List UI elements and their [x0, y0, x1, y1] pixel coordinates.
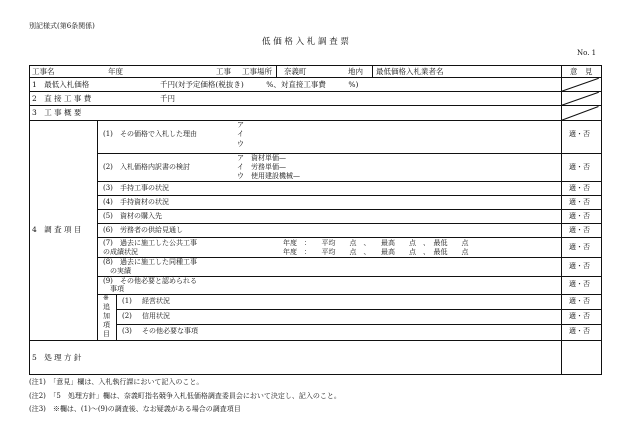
item-text: その他必要と認められる [120, 277, 197, 285]
judgement-mark: 適・否 [569, 312, 590, 320]
item-sub: イ 労務単価— [237, 163, 286, 171]
form-label: 別記様式(第6条関係) [29, 22, 95, 30]
row2-value: 千円 [160, 94, 175, 103]
tag-char: 加 [103, 312, 110, 320]
item-text: その価格で入札した理由 [120, 130, 197, 138]
judgement-mark: 適・否 [569, 184, 590, 192]
tag-char: 目 [103, 330, 110, 338]
row5-label: 5 処 理 方 針 [32, 353, 82, 362]
tag-char: 項 [103, 321, 110, 329]
row3-label: 3 工 事 概 要 [32, 108, 82, 117]
basho-label: 工事場所 [242, 67, 272, 76]
item-no: (2) [122, 312, 132, 320]
judgement-mark: 適・否 [569, 163, 590, 171]
item-no: (7) [103, 239, 113, 247]
chinai-label: 地内 [348, 67, 363, 76]
item-text: その他必要な事項 [142, 327, 198, 335]
judgement-mark: 適・否 [569, 327, 590, 335]
row2-label: 2 直 接 工 事 費 [32, 94, 92, 103]
item-no: (8) [103, 258, 113, 266]
item-sub: イ [237, 130, 244, 138]
item-no: (3) [103, 184, 113, 192]
note-3: (注3) ※欄は、(1)～(9)の調査後、なお疑義がある場合の調査項目 [29, 405, 241, 413]
item-no: (2) [103, 163, 113, 171]
note-2: (注2) 「5 処理方針」欄は、奈義町指名競争入札低価格調査委員会において決定し、記入のこと。 [29, 392, 341, 400]
item-text: の実績 [110, 267, 131, 275]
row1-label: 1 最低入札価格 [32, 80, 90, 89]
item-text: 労務者の供給見通し [120, 226, 183, 234]
judgement-mark: 適・否 [569, 212, 590, 220]
judgement-mark: 適・否 [569, 243, 590, 251]
item-sub: ウ [237, 140, 244, 148]
opinion-header: 意 見 [570, 67, 593, 76]
item-no: (4) [103, 198, 113, 206]
item-text: の成績状況 [103, 248, 138, 256]
item-text: 手持資材の状況 [120, 198, 169, 206]
item-no: (9) [103, 277, 113, 285]
item-text: 資材の購入先 [120, 212, 162, 220]
item-text: 経営状況 [142, 297, 170, 305]
town-name: 奈義町 [284, 67, 307, 76]
judgement-mark: 適・否 [569, 280, 590, 288]
item-no: (5) [103, 212, 113, 220]
item-no: (1) [103, 130, 113, 138]
item-no: (3) [122, 327, 132, 335]
row4-label: 4 調 査 項 目 [32, 225, 82, 234]
judgement-mark: 適・否 [569, 130, 590, 138]
bidder-label: 最低価格入札業者名 [376, 67, 444, 76]
judgement-mark: 適・否 [569, 198, 590, 206]
score-line: 年度 ： 平均 点 、 最高 点 、 最低 点 [283, 248, 469, 256]
item-text: 事項 [110, 285, 124, 293]
nendo-label: 年度 [108, 67, 123, 76]
item-text: 過去に施工した公共工事 [120, 239, 197, 247]
tag-char: 追 [103, 303, 110, 311]
item-no: (6) [103, 226, 113, 234]
row1-value: 千円(対予定価格(税抜き) %、対直接工事費 %) [160, 80, 359, 89]
item-text: 過去に施工した同種工事 [120, 258, 197, 266]
score-line: 年度 ： 平均 点 、 最高 点 、 最低 点 [283, 239, 469, 247]
page-title: 低 価 格 入 札 調 査 票 [262, 37, 349, 47]
item-text: 手持工事の状況 [120, 184, 169, 192]
item-text: 信用状況 [142, 312, 170, 320]
item-no: (1) [122, 297, 132, 305]
item-sub: ウ 使用建設機械— [237, 172, 300, 180]
judgement-mark: 適・否 [569, 262, 590, 270]
note-1: (注1) 「意見」欄は、入札執行課において記入のこと。 [29, 378, 204, 386]
item-sub: ア [237, 121, 244, 129]
form-number: No. 1 [577, 49, 597, 57]
tag-char: ※ [103, 294, 109, 302]
koji-label: 工事名 [32, 67, 55, 76]
judgement-mark: 適・否 [569, 297, 590, 305]
item-text: 入札価格内訳書の検討 [120, 163, 190, 171]
koji-suffix: 工事 [216, 67, 231, 76]
item-sub: ア 資材単価— [237, 154, 286, 162]
judgement-mark: 適・否 [569, 226, 590, 234]
